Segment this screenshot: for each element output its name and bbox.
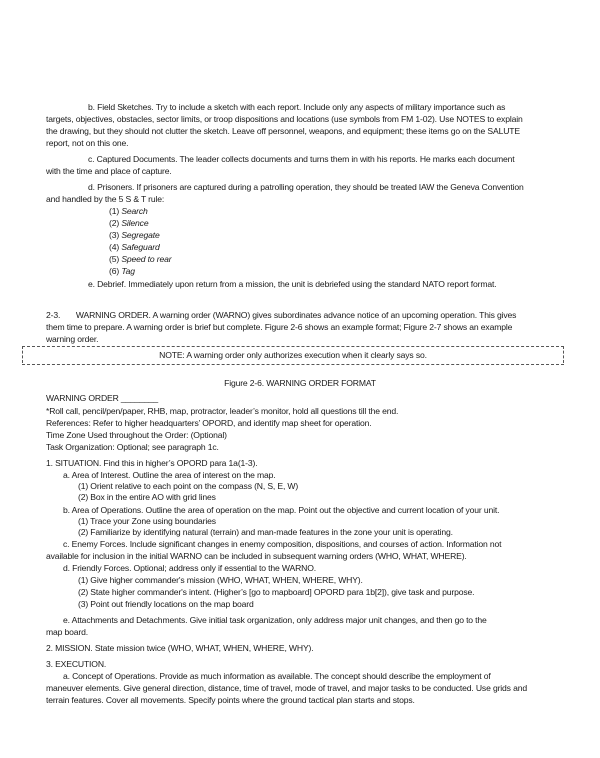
sec-2-3-line-2: them time to prepare. A warning order is brief but complete. Figure 2-6 shows an example format; Figure 2-7 shows an example (46, 322, 513, 332)
situation-a: a. Area of Interest. Outline the area of interest on the map. (63, 470, 276, 480)
rule-item: (4) Safeguard (109, 242, 160, 252)
warno-header-line: Time Zone Used throughout the Order: (Optional) (46, 430, 227, 440)
rule-item: (3) Segregate (109, 230, 160, 240)
para-d-line-1: d. Prisoners. If prisoners are captured during a patrolling operation, they should be treated IAW the Geneva Convention (88, 182, 524, 192)
situation-c-line-2: available for inclusion in the initial WARNO can be included in subsequent warning orders (WHO, WHAT, WHERE). (46, 551, 467, 561)
para-c-line-1: c. Captured Documents. The leader collects documents and turns them in with his reports. He marks each document (88, 154, 515, 164)
para-b-line-4: report, not on this one. (46, 138, 129, 148)
situation-e-line-2: map board. (46, 627, 88, 637)
sec-2-3-line-3: warning order. (46, 334, 99, 344)
figure-caption: Figure 2-6. WARNING ORDER FORMAT (224, 378, 376, 388)
para-e: e. Debrief. Immediately upon return from a mission, the unit is debriefed using the standard NATO report format. (88, 279, 497, 289)
rule-item: (1) Search (109, 206, 148, 216)
situation-b: b. Area of Operations. Outline the area of operation on the map. Point out the objective and current location of your unit. (63, 505, 500, 515)
execution-heading: 3. EXECUTION. (46, 659, 107, 669)
warno-header-line: *Roll call, pencil/pen/paper, RHB, map, protractor, leader’s monitor, hold all questions till the end. (46, 406, 399, 416)
situation-c-line-1: c. Enemy Forces. Include significant changes in enemy composition, dispositions, and courses of action. Information not (63, 539, 502, 549)
para-b-line-2: targets, objectives, obstacles, sector limits, or troop dispositions and locations (use symbols from FM 1-02). Use NOTES to explain (46, 114, 523, 124)
rule-item: (6) Tag (109, 266, 135, 276)
warno-header-line: Task Organization: Optional; see paragraph 1c. (46, 442, 219, 452)
situation-a2: (2) Box in the entire AO with grid lines (78, 492, 216, 502)
execution-line-2: maneuver elements. Give general direction, distance, time of travel, mode of travel, and major tasks to be conducted. Use grids and (46, 683, 527, 693)
para-b-line-1: b. Field Sketches. Try to include a sketch with each report. Include only any aspects of military importance such as (88, 102, 506, 112)
execution-line-1: a. Concept of Operations. Provide as much information as available. The concept should describe the employment of (63, 671, 491, 681)
mission-line: 2. MISSION. State mission twice (WHO, WHAT, WHEN, WHERE, WHY). (46, 643, 314, 653)
situation-e-line-1: e. Attachments and Detachments. Give initial task organization, only address major unit changes, and then go to the (63, 615, 487, 625)
warno-header-line: References: Refer to higher headquarters’ OPORD, and identify map sheet for operation. (46, 418, 372, 428)
sec-2-3-line-1: 2-3. WARNING ORDER. A warning order (WARNO) gives subordinates advance notice of an upcoming operation. This gives (46, 310, 517, 320)
situation-b2: (2) Familiarize by identifying natural (terrain) and man-made features in the zone your unit is operating. (78, 527, 453, 537)
situation-a1: (1) Orient relative to each point on the compass (N, S, E, W) (78, 481, 299, 491)
note-box (22, 346, 564, 365)
situation-heading: 1. SITUATION. Find this in higher’s OPORD para 1a(1-3). (46, 458, 258, 468)
para-d-line-2: and handled by the 5 S & T rule: (46, 194, 165, 204)
situation-d2: (2) State higher commander's intent. (Higher’s [go to mapboard] OPORD para 1b[2]), give task and purpose. (78, 587, 475, 597)
note-text: NOTE: A warning order only authorizes execution when it clearly says so. (159, 350, 427, 360)
para-b-line-3: the drawing, but they should not clutter the sketch. Leave off personnel, weapons, and equipment; these items go on the SALUTE (46, 126, 520, 136)
rule-item: (2) Silence (109, 218, 149, 228)
situation-d1: (1) Give higher commander's mission (WHO, WHAT, WHEN, WHERE, WHY). (78, 575, 363, 585)
warno-title: WARNING ORDER ________ (46, 393, 158, 403)
situation-d: d. Friendly Forces. Optional; address only if essential to the WARNO. (63, 563, 316, 573)
situation-d3: (3) Point out friendly locations on the map board (78, 599, 254, 609)
rule-item: (5) Speed to rear (109, 254, 172, 264)
para-c-line-2: with the time and place of capture. (46, 166, 172, 176)
execution-line-3: terrain features. Cover all movements. Specify points where the ground tactical plan starts and stops. (46, 695, 415, 705)
situation-b1: (1) Trace your Zone using boundaries (78, 516, 216, 526)
